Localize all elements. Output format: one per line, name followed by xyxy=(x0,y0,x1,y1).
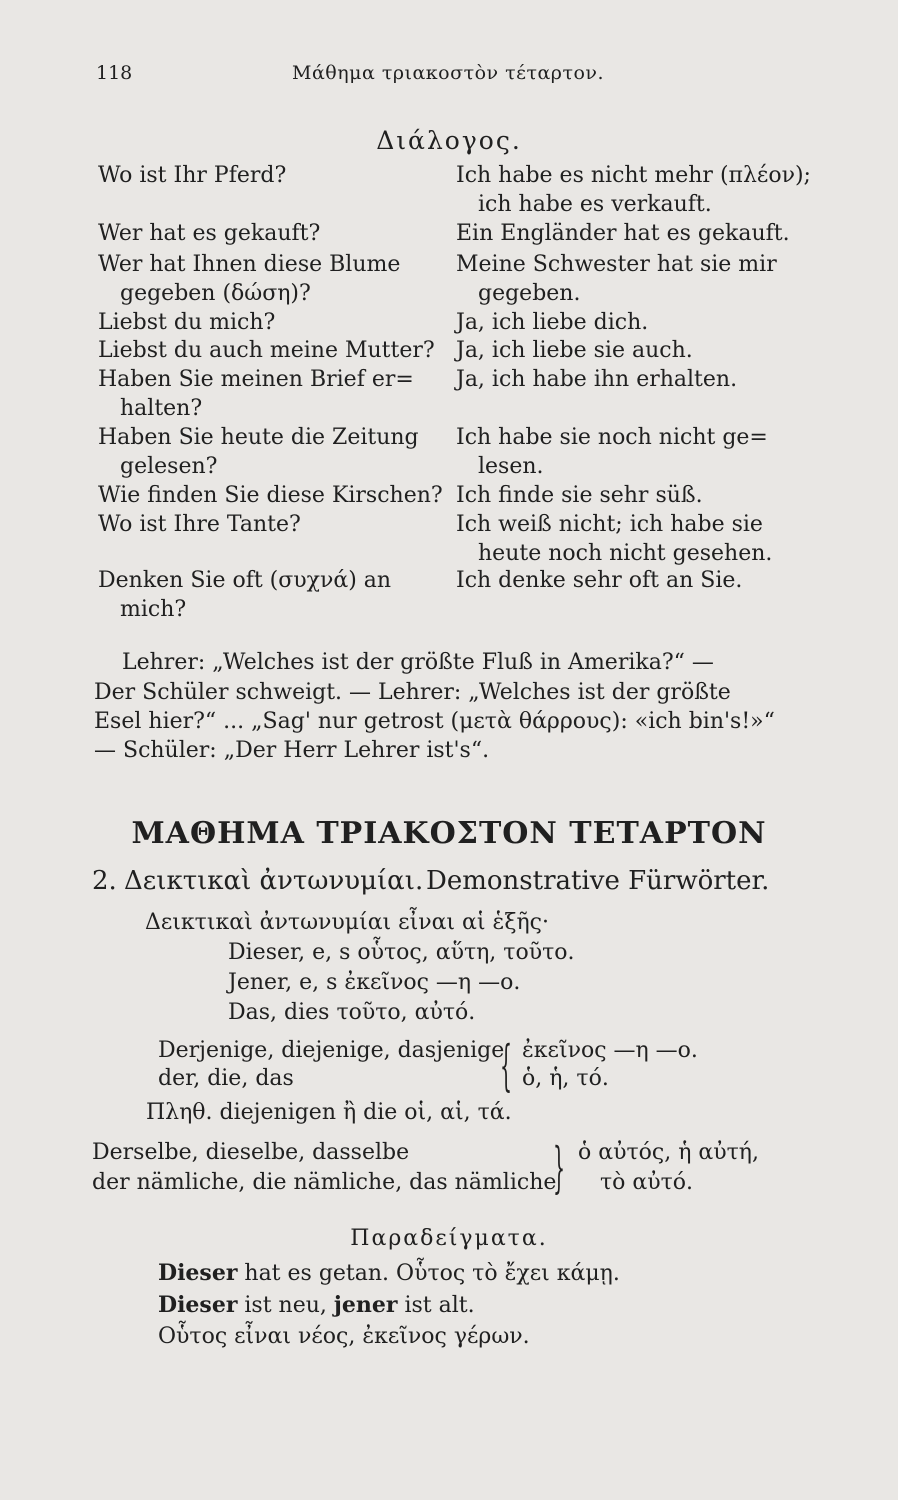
pronoun-row: Jener, e, s ἐκεῖνος —η —ο. xyxy=(228,970,521,995)
example-line: Οὗτος εἶναι νέος, ἐκεῖνος γέρων. xyxy=(158,1324,530,1349)
example-bold: Dieser xyxy=(158,1260,238,1286)
derselbe-translation: ὁ αὐτός, ἡ αὐτή, xyxy=(578,1140,759,1165)
dialog-answer: Ja, ich liebe sie auch. xyxy=(456,338,693,363)
section-title-german: Demonstrative Fürwörter. xyxy=(426,866,770,896)
dialog-answer: Ich finde sie sehr süß. xyxy=(456,483,703,508)
anecdote-line: Lehrer: „Welches ist der größte Fluß in Amerika?“ — xyxy=(122,650,714,675)
dialog-question: gelesen? xyxy=(120,454,218,479)
dialog-answer: gegeben. xyxy=(478,281,581,306)
example-bold: jener xyxy=(333,1292,398,1318)
dialog-question: Liebst du mich? xyxy=(98,310,276,335)
section-number: 2. xyxy=(92,866,117,896)
dialog-question: mich? xyxy=(120,597,187,622)
derselbe-line: der nämliche, die nämliche, das nämliche xyxy=(92,1170,557,1195)
dialog-answer: Ich habe es nicht mehr (πλέον); xyxy=(456,163,811,188)
dialog-question: Wo ist Ihr Pferd? xyxy=(98,163,287,188)
derselbe-translation: τὸ αὐτό. xyxy=(600,1170,694,1195)
derjenige-line: der, die, das xyxy=(158,1066,294,1091)
dialog-answer: Ich weiß nicht; ich habe sie xyxy=(456,512,763,537)
pronoun-row: Dieser, e, s οὗτος, αὕτη, τοῦτο. xyxy=(228,940,575,965)
dialog-answer: Ich denke sehr oft an Sie. xyxy=(456,568,743,593)
dialog-question: Haben Sie heute die Zeitung xyxy=(98,425,419,450)
pronoun-row: Das, dies τοῦτο, αὐτό. xyxy=(228,1000,476,1025)
example-text: hat es getan. Οὗτος τὸ ἔχει κάμῃ. xyxy=(237,1261,620,1286)
dialog-question: Wie finden Sie diese Kirschen? xyxy=(98,483,443,508)
dialog-answer: Ein Engländer hat es gekauft. xyxy=(456,221,790,246)
dialog-answer: Ja, ich liebe dich. xyxy=(456,310,649,335)
dialog-question: Haben Sie meinen Brief er= xyxy=(98,367,414,392)
derjenige-translation: ὁ, ἡ, τό. xyxy=(522,1066,609,1091)
dialog-question: Liebst du auch meine Mutter? xyxy=(98,338,435,363)
dialog-answer: Ich habe sie noch nicht ge= xyxy=(456,425,768,450)
dialog-question: Wo ist Ihre Tante? xyxy=(98,512,301,537)
example-text: ist alt. xyxy=(397,1293,475,1318)
plural-line: Πληθ. diejenigen ἢ die οἱ, αἱ, τά. xyxy=(146,1100,512,1125)
lesson-heading: ΜΑΘΗΜΑ ΤΡΙΑΚΟΣΤΟΝ ΤΕΤΑΡΤΟΝ xyxy=(131,816,767,851)
dialog-answer: Ja, ich habe ihn erhalten. xyxy=(456,367,738,392)
brace-glyph: } xyxy=(553,1136,566,1199)
dialog-answer: ich habe es verkauft. xyxy=(478,192,712,217)
dialog-question: Denken Sie oft (συχνά) an xyxy=(98,568,392,593)
example-line xyxy=(158,1260,620,1287)
page-number: 118 xyxy=(96,62,133,84)
dialog-question: halten? xyxy=(120,396,203,421)
dialog-answer: heute noch nicht gesehen. xyxy=(478,541,773,566)
dialog-question: Wer hat es gekauft? xyxy=(98,221,321,246)
dialog-question: Wer hat Ihnen diese Blume xyxy=(98,252,401,277)
anecdote-line: Esel hier?“ ... „Sag' nur getrost (μετὰ θάρρους): «ich bin's!»“ xyxy=(94,709,775,734)
derselbe-line: Derselbe, dieselbe, dasselbe xyxy=(92,1140,410,1165)
derjenige-line: Derjenige, diejenige, dasjenige xyxy=(158,1038,505,1063)
dialog-title: Διάλογος. xyxy=(376,126,522,155)
examples-title: Παραδείγματα. xyxy=(350,1226,548,1251)
anecdote-line: Der Schüler schweigt. — Lehrer: „Welches ist der größte xyxy=(94,680,731,705)
example-line xyxy=(158,1292,475,1319)
lesson-intro: Δεικτικαὶ ἀντωνυμίαι εἶναι αἱ ἑξῆς· xyxy=(145,910,549,935)
example-text: ist neu, xyxy=(237,1293,334,1318)
dialog-answer: lesen. xyxy=(478,454,544,479)
derjenige-translation: ἐκεῖνος —η —ο. xyxy=(522,1038,698,1063)
brace-glyph: { xyxy=(500,1034,513,1097)
anecdote-line: — Schüler: „Der Herr Lehrer ist's“. xyxy=(94,738,490,763)
section-title-greek: Δεικτικαὶ ἀντωνυμίαι. xyxy=(124,866,424,896)
dialog-question: gegeben (δώση)? xyxy=(120,281,311,306)
running-title: Μάθημα τριακοστὸν τέταρτον. xyxy=(292,62,605,84)
example-bold: Dieser xyxy=(158,1292,238,1318)
dialog-answer: Meine Schwester hat sie mir xyxy=(456,252,777,277)
